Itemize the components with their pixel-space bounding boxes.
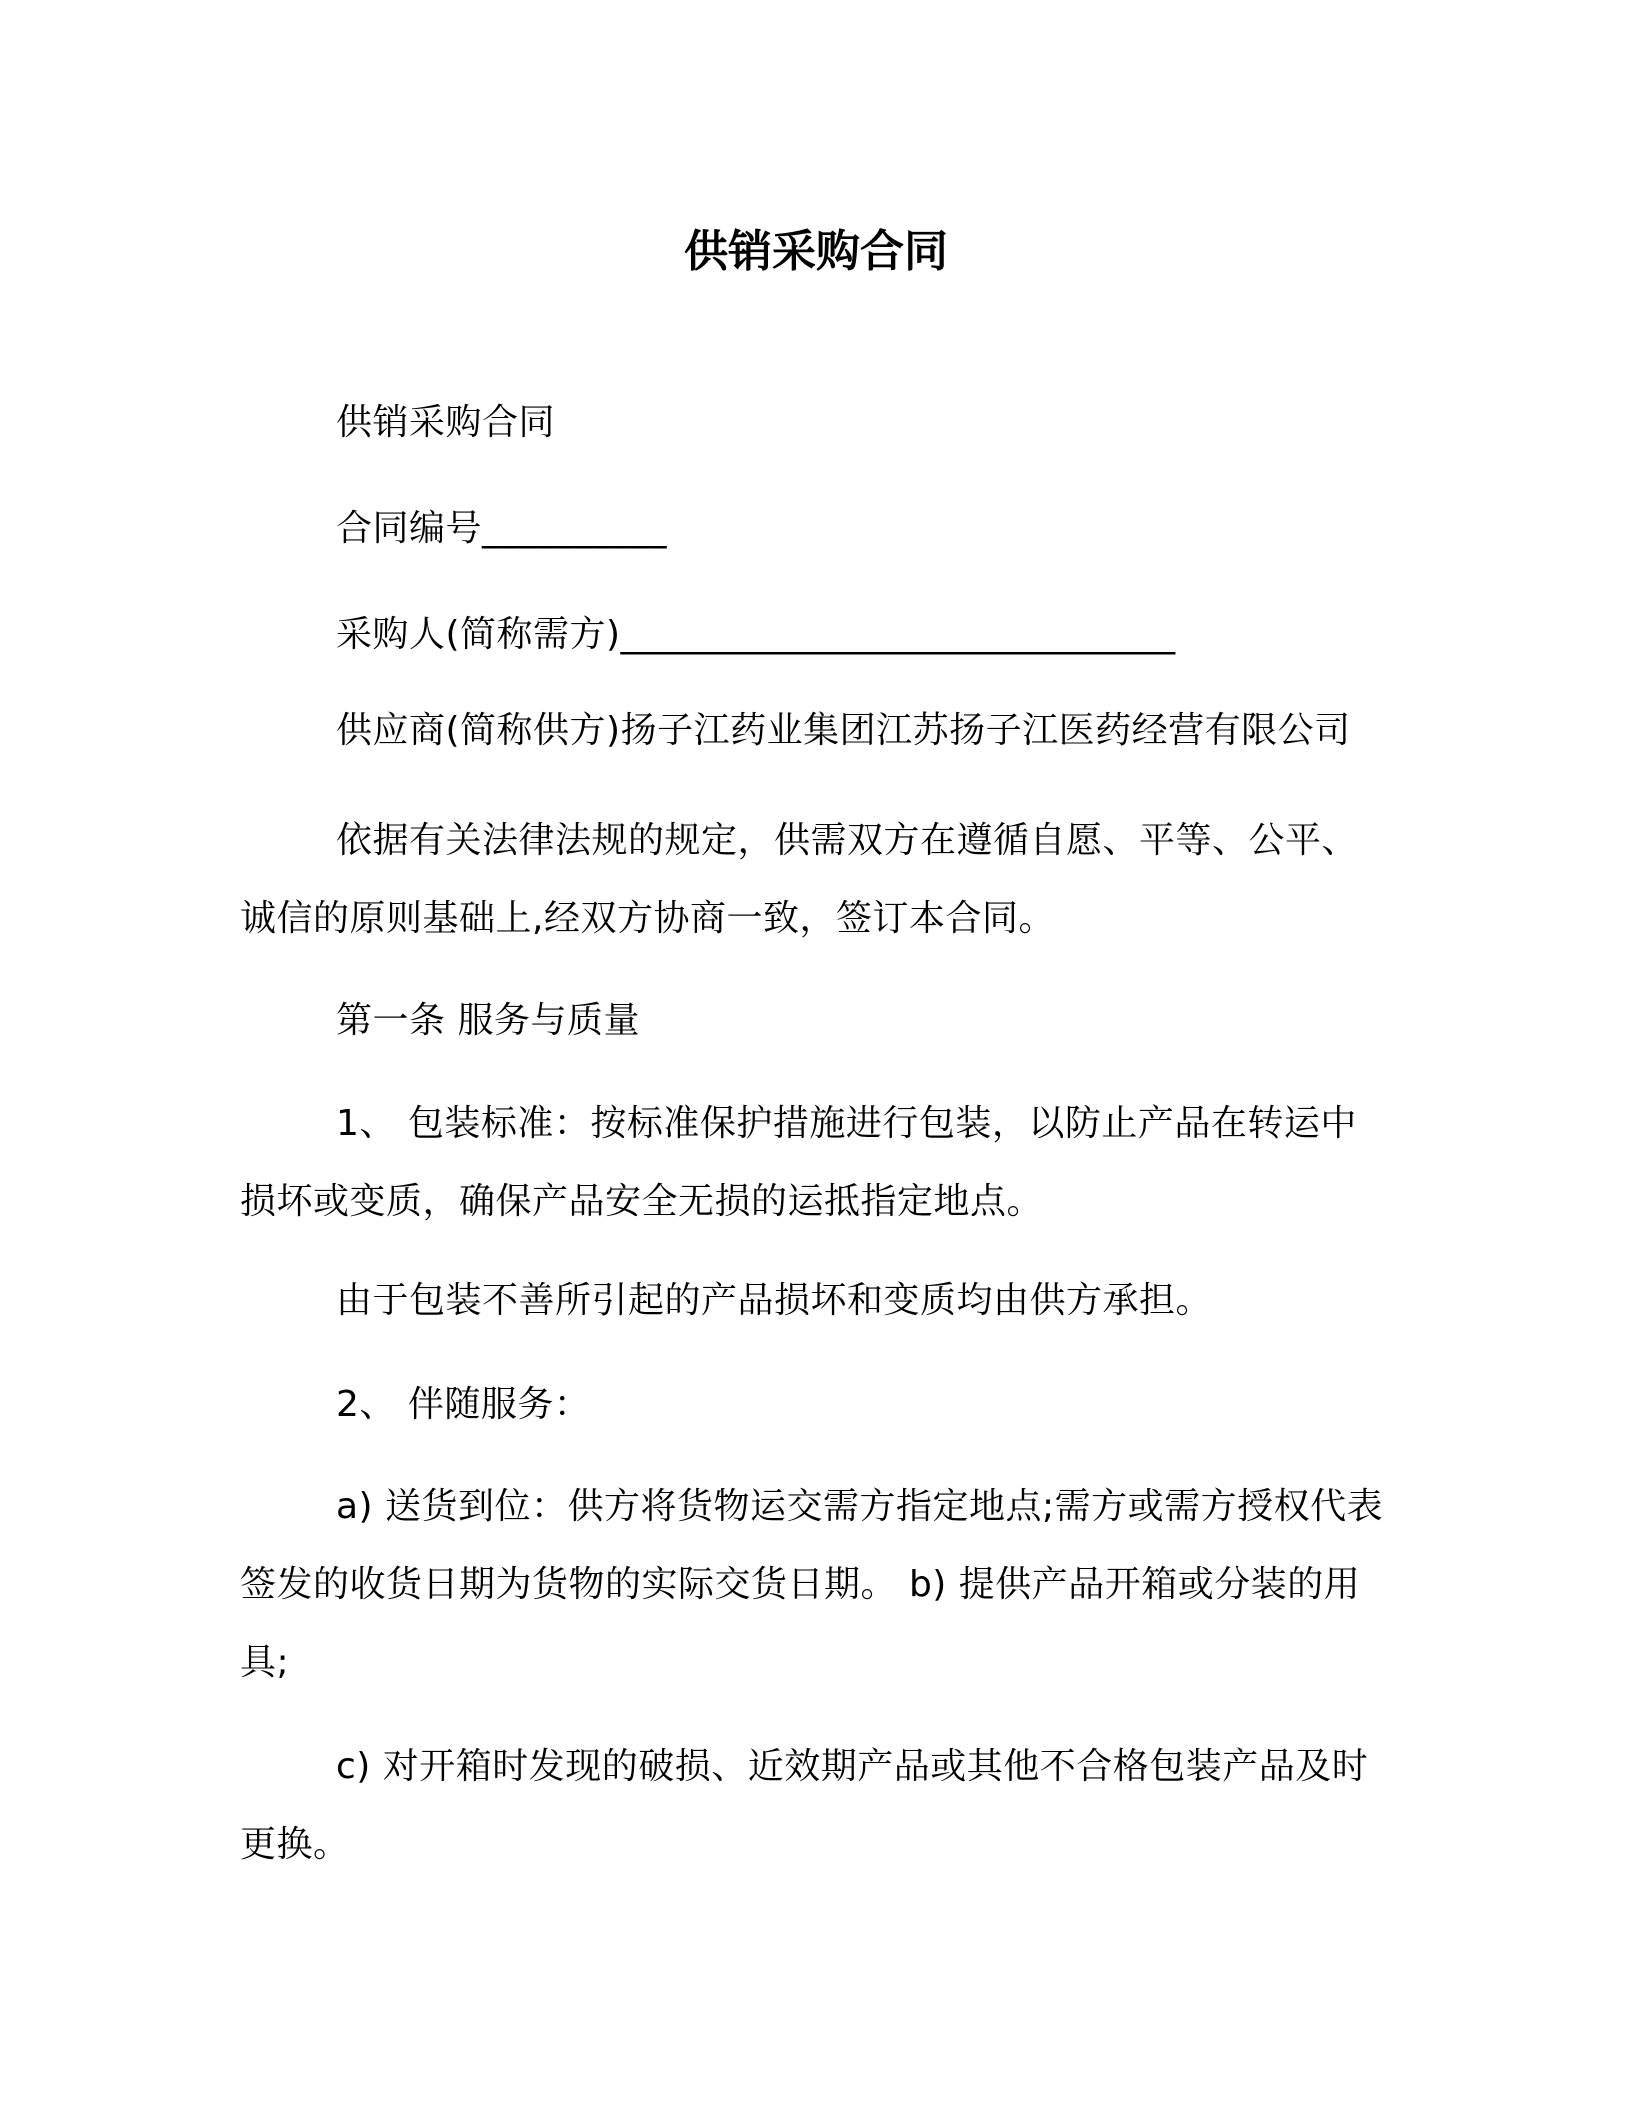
paragraph-accompanying-services: 2、 伴随服务： — [336, 1384, 591, 1425]
paragraph-supplier: 供应商(简称供方)扬子江药业集团江苏扬子江医药经营有限公司 — [336, 710, 1351, 751]
paragraph-packaging-liability: 由于包装不善所引起的产品损坏和变质均由供方承担。 — [336, 1280, 1213, 1321]
paragraph-subtitle: 供销采购合同 — [336, 402, 556, 443]
paragraph-packaging-standard: 1、 包装标准：按标准保护措施进行包装，以防止产品在转运中损坏或变质，确保产品安全无损的运抵指定地点。 — [240, 1103, 1357, 1222]
paragraph-preamble: 依据有关法律法规的规定，供需双方在遵循自愿、平等、公平、诚信的原则基础上,经双方协商一致，签订本合同。 — [240, 820, 1359, 939]
paragraph-purchaser: 采购人(简称需方)______________________________ — [336, 614, 1176, 655]
section-heading-article-1: 第一条 服务与质量 — [336, 1000, 640, 1041]
document-title: 供销采购合同 — [684, 226, 948, 277]
paragraph-contract-number: 合同编号__________ — [336, 508, 668, 549]
paragraph-delivery: a) 送货到位：供方将货物运交需方指定地点;需方或需方授权代表签发的收货日期为货物的实际交货日期。 b) 提供产品开箱或分装的用具; — [240, 1486, 1384, 1683]
paragraph-replacement: c) 对开箱时发现的破损、近效期产品或其他不合格包装产品及时更换。 — [240, 1746, 1369, 1865]
